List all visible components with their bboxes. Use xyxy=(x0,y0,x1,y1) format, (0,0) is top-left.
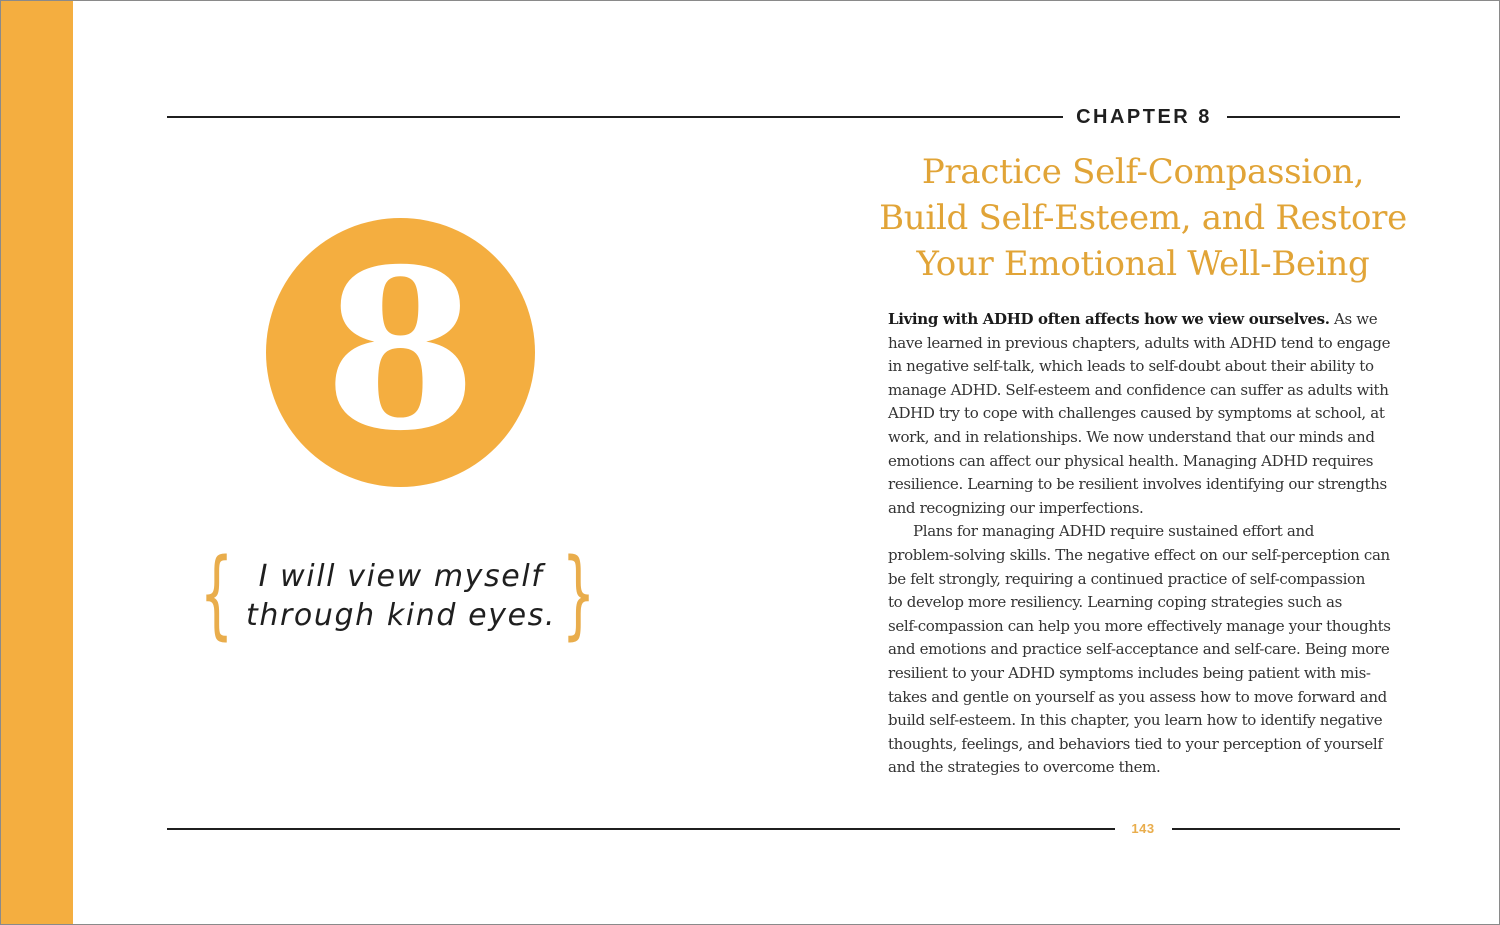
body-line: work, and in relationships. We now understand that our minds and xyxy=(888,427,1375,446)
body-line: ADHD try to cope with challenges caused by symptoms at school, at xyxy=(888,404,1385,423)
body-line: to develop more resiliency. Learning coping strategies such as xyxy=(888,593,1342,612)
body-line: resilience. Learning to be resilient involves identifying our strengths xyxy=(888,475,1387,494)
body-line: in negative self-talk, which leads to self-doubt about their ability to xyxy=(888,357,1374,376)
body-text xyxy=(888,308,1400,780)
body-line: manage ADHD. Self-esteem and confidence can suffer as adults with xyxy=(888,380,1389,399)
body-line: Plans for managing ADHD require sustained effort and xyxy=(913,522,1315,541)
body-line: build self-esteem. In this chapter, you learn how to identify negative xyxy=(888,711,1383,730)
footer-rule-left xyxy=(167,828,1115,830)
body-line: be felt strongly, requiring a continued practice of self-compassion xyxy=(888,569,1366,588)
chapter-number-badge xyxy=(266,218,535,487)
body-line-fragment: As we xyxy=(1329,310,1378,328)
affirmation-line: through kind eyes. xyxy=(245,598,556,633)
left-brace-icon: { xyxy=(199,538,234,650)
chapter-label: CHAPTER 8 xyxy=(1076,106,1212,128)
body-line: and recognizing our imperfections. xyxy=(888,498,1144,517)
chapter-title xyxy=(873,149,1413,287)
body-line: have learned in previous chapters, adults with ADHD tend to engage xyxy=(888,333,1391,352)
body-line: and the strategies to overcome them. xyxy=(888,758,1161,777)
header-rule-right xyxy=(1227,116,1400,118)
orange-side-strip xyxy=(1,1,73,924)
chapter-number: 8 xyxy=(323,219,478,479)
chapter-title-line: Build Self-Esteem, and Restore xyxy=(879,198,1407,238)
body-line xyxy=(888,308,1400,332)
lead-sentence: Living with ADHD often affects how we view ourselves. xyxy=(888,310,1330,328)
affirmation-line: I will view myself xyxy=(258,559,544,594)
affirmation-quote xyxy=(231,557,571,635)
chapter-title-line: Your Emotional Well-Being xyxy=(916,244,1370,284)
chapter-title-line: Practice Self-Compassion, xyxy=(921,152,1365,192)
footer-rule-right xyxy=(1172,828,1400,830)
body-line: thoughts, feelings, and behaviors tied to your perception of yourself xyxy=(888,734,1383,753)
body-line: and emotions and practice self-acceptance and self-care. Being more xyxy=(888,640,1390,659)
body-line: takes and gentle on yourself as you assess how to move forward and xyxy=(888,687,1387,706)
page-number: 143 xyxy=(1131,821,1155,836)
header-rule-left xyxy=(167,116,1063,118)
body-line: emotions can affect our physical health. Managing ADHD requires xyxy=(888,451,1374,470)
body-line: problem-solving skills. The negative effect on our self-perception can xyxy=(888,545,1390,564)
body-line: self-compassion can help you more effectively manage your thoughts xyxy=(888,616,1391,635)
body-line: resilient to your ADHD symptoms includes being patient with mis- xyxy=(888,663,1371,682)
right-brace-icon: } xyxy=(561,538,596,650)
